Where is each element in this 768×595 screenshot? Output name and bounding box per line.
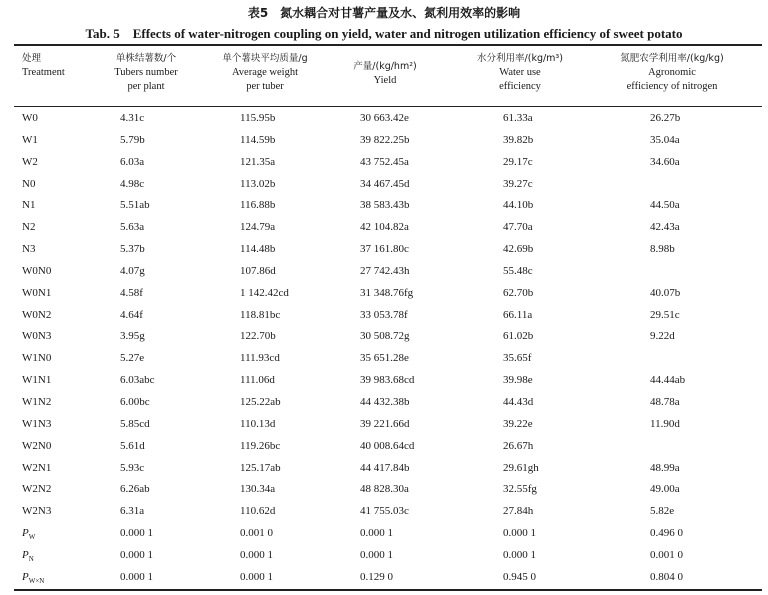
table-row (0, 326, 768, 348)
p-symbol: P (22, 570, 29, 583)
tubers-number-cell: 6.03a (120, 155, 145, 168)
average-weight-cell: 124.79a (240, 221, 276, 234)
p-value-row (0, 523, 768, 545)
yield-cell: 30 663.42e (360, 112, 409, 124)
header-treatment (22, 52, 65, 80)
table-row (0, 305, 768, 327)
water-use-efficiency-cell: 66.11a (503, 308, 533, 321)
water-use-efficiency-cell: 29.17c (503, 155, 533, 168)
treatment-cell: W2N1 (22, 461, 52, 474)
yield-cell: 39 221.66d (360, 417, 410, 430)
average-weight-cell: 118.81bc (240, 308, 281, 321)
agronomic-efficiency-cell: 42.43a (650, 221, 680, 234)
average-weight-cell: 115.95b (240, 112, 276, 124)
p-value-label (22, 549, 34, 563)
yield-cell: 34 467.45d (360, 177, 410, 190)
average-weight-cell: 119.26bc (240, 439, 281, 452)
tubers-number-cell: 5.51ab (120, 199, 150, 212)
header-en: efficiency of nitrogen (626, 81, 718, 92)
water-use-efficiency-cell: 62.70b (503, 286, 534, 299)
header-en: Water use (499, 67, 541, 78)
water-use-efficiency-cell: 39.27c (503, 177, 533, 190)
table-row (0, 261, 768, 283)
agronomic-efficiency-cell: 9.22d (650, 330, 675, 343)
average-weight-cell: 113.02b (240, 177, 276, 190)
water-use-efficiency-cell: 39.98e (503, 374, 533, 387)
header-yield (335, 60, 435, 88)
tubers-number-cell: 5.63a (120, 221, 145, 234)
average-weight-cell: 110.13d (240, 417, 276, 430)
average-weight-cell: 114.59b (240, 133, 276, 146)
tubers-number-cell: 0.000 1 (120, 570, 153, 583)
p-subscript: W×N (28, 576, 45, 585)
header-cn: 单株结薯数/个 (115, 53, 177, 64)
header-cn: 氮肥农学利用率/(kg/kg) (620, 53, 724, 64)
average-weight-cell: 125.17ab (240, 461, 281, 474)
yield-cell: 0.000 1 (360, 527, 393, 540)
table-row (0, 392, 768, 414)
treatment-cell: W1N3 (22, 417, 52, 430)
average-weight-cell: 0.001 0 (240, 527, 273, 540)
tubers-number-cell: 4.31c (120, 112, 145, 124)
treatment-cell: W0N3 (22, 330, 52, 343)
water-use-efficiency-cell: 39.82b (503, 133, 534, 146)
average-weight-cell: 0.000 1 (240, 548, 273, 561)
table-row (0, 458, 768, 480)
water-use-efficiency-cell: 61.33a (503, 112, 533, 124)
yield-cell: 41 755.03c (360, 505, 409, 518)
average-weight-cell: 110.62d (240, 505, 276, 518)
table-row (0, 174, 768, 196)
tubers-number-cell: 4.07g (120, 264, 145, 277)
average-weight-cell: 107.86d (240, 264, 276, 277)
table-row (0, 130, 768, 152)
table-row (0, 195, 768, 217)
p-value-row (0, 567, 768, 589)
yield-cell: 44 417.84b (360, 461, 410, 474)
water-use-efficiency-cell: 0.000 1 (503, 548, 536, 561)
agronomic-efficiency-cell: 49.00a (650, 483, 680, 496)
average-weight-cell: 121.35a (240, 155, 276, 168)
p-value-label (22, 571, 44, 585)
water-use-efficiency-cell: 47.70a (503, 221, 533, 234)
yield-cell: 44 432.38b (360, 395, 410, 408)
table-row (0, 436, 768, 458)
table-row (0, 239, 768, 261)
tubers-number-cell: 4.58f (120, 286, 143, 299)
water-use-efficiency-cell: 44.43d (503, 395, 534, 408)
treatment-cell: W1N2 (22, 395, 52, 408)
average-weight-cell: 111.93cd (240, 352, 280, 365)
yield-cell: 40 008.64cd (360, 439, 415, 452)
average-weight-cell: 116.88b (240, 199, 276, 212)
agronomic-efficiency-cell: 34.60a (650, 155, 680, 168)
treatment-cell: W1 (22, 133, 38, 146)
header-en: Yield (373, 75, 397, 86)
p-subscript: N (28, 555, 34, 564)
treatment-cell: W0N1 (22, 286, 52, 299)
yield-cell: 33 053.78f (360, 308, 408, 321)
yield-cell: 30 508.72g (360, 330, 410, 343)
treatment-cell: W1N1 (22, 374, 52, 387)
treatment-cell: W0 (22, 112, 38, 124)
yield-cell: 0.000 1 (360, 548, 393, 561)
average-weight-cell: 122.70b (240, 330, 276, 343)
yield-cell: 37 161.80c (360, 243, 409, 256)
agronomic-efficiency-cell: 11.90d (650, 417, 680, 430)
water-use-efficiency-cell: 35.65f (503, 352, 532, 365)
table-title-english: Tab. 5 Effects of water-nitrogen coupling on yield, water and nitrogen utilization efficiency of sweet potato (85, 26, 683, 41)
tubers-number-cell: 5.93c (120, 461, 145, 474)
water-use-efficiency-cell: 44.10b (503, 199, 534, 212)
agronomic-efficiency-cell: 0.001 0 (650, 548, 683, 561)
water-use-efficiency-cell: 26.67h (503, 439, 534, 452)
agronomic-efficiency-cell: 40.07b (650, 286, 681, 299)
water-use-efficiency-cell: 55.48c (503, 264, 533, 277)
agronomic-efficiency-cell: 29.51c (650, 308, 680, 321)
water-use-efficiency-cell: 29.61gh (503, 461, 539, 474)
header-en: Tubers number (114, 67, 178, 78)
table-row (0, 501, 768, 523)
treatment-cell: W1N0 (22, 352, 52, 365)
water-use-efficiency-cell: 0.945 0 (503, 570, 536, 583)
water-use-efficiency-cell: 27.84h (503, 505, 534, 518)
tubers-number-cell: 6.03abc (120, 374, 155, 387)
agronomic-efficiency-cell: 5.82e (650, 505, 675, 518)
table-row (0, 283, 768, 305)
header-rule (14, 106, 762, 107)
header-en: efficiency (499, 81, 541, 92)
water-use-efficiency-cell: 42.69b (503, 243, 534, 256)
table-row (0, 108, 768, 130)
header-en: per tuber (246, 81, 284, 92)
header-en: per plant (127, 81, 165, 92)
header-cn: 处理 (22, 53, 42, 64)
treatment-cell: N0 (22, 177, 36, 190)
header-en: Average weight (232, 67, 298, 78)
average-weight-cell: 114.48b (240, 243, 276, 256)
average-weight-cell: 1 142.42cd (240, 286, 289, 299)
agronomic-efficiency-cell: 26.27b (650, 112, 681, 124)
table-row (0, 217, 768, 239)
header-tubers-number (96, 52, 196, 94)
tubers-number-cell: 6.31a (120, 505, 145, 518)
tubers-number-cell: 3.95g (120, 330, 145, 343)
water-use-efficiency-cell: 32.55fg (503, 483, 537, 496)
average-weight-cell: 0.000 1 (240, 570, 273, 583)
tubers-number-cell: 0.000 1 (120, 548, 153, 561)
treatment-cell: W2N2 (22, 483, 52, 496)
yield-cell: 43 752.45a (360, 155, 409, 168)
treatment-cell: N2 (22, 221, 36, 234)
tubers-number-cell: 0.000 1 (120, 527, 153, 540)
header-en: Treatment (22, 67, 65, 78)
yield-cell: 31 348.76fg (360, 286, 414, 299)
table-body (0, 108, 768, 589)
yield-cell: 38 583.43b (360, 199, 410, 212)
p-symbol: P (22, 527, 29, 540)
yield-cell: 27 742.43h (360, 264, 410, 277)
p-value-row (0, 545, 768, 567)
header-average-weight (200, 52, 330, 94)
agronomic-efficiency-cell: 44.44ab (650, 374, 686, 387)
p-value-label (22, 527, 35, 541)
table-row (0, 414, 768, 436)
agronomic-efficiency-cell: 0.804 0 (650, 570, 683, 583)
tubers-number-cell: 6.00bc (120, 395, 150, 408)
header-water-use-efficiency (460, 52, 580, 94)
header-agronomic-efficiency (592, 52, 752, 94)
treatment-cell: W0N2 (22, 308, 52, 321)
tubers-number-cell: 5.61d (120, 439, 145, 452)
average-weight-cell: 125.22ab (240, 395, 281, 408)
tubers-number-cell: 5.37b (120, 243, 145, 256)
tubers-number-cell: 4.64f (120, 308, 143, 321)
average-weight-cell: 111.06d (240, 374, 275, 387)
treatment-cell: N1 (22, 199, 36, 212)
agronomic-efficiency-cell: 0.496 0 (650, 527, 683, 540)
agronomic-efficiency-cell: 8.98b (650, 243, 675, 256)
tubers-number-cell: 5.27e (120, 352, 145, 365)
water-use-efficiency-cell: 39.22e (503, 417, 533, 430)
agronomic-efficiency-cell: 48.78a (650, 395, 680, 408)
p-subscript: W (28, 533, 36, 542)
treatment-cell: W0N0 (22, 264, 52, 277)
tubers-number-cell: 4.98c (120, 177, 145, 190)
treatment-cell: W2 (22, 155, 38, 168)
agronomic-efficiency-cell: 44.50a (650, 199, 680, 212)
header-cn: 单个薯块平均质量/g (222, 53, 308, 64)
header-cn: 水分利用率/(kg/m³) (477, 53, 563, 64)
table-title-chinese: 表5 氮水耦合对甘薯产量及水、氮利用效率的影响 (247, 6, 521, 20)
table-row (0, 152, 768, 174)
agronomic-efficiency-cell: 48.99a (650, 461, 680, 474)
yield-cell: 48 828.30a (360, 483, 409, 496)
table-row (0, 479, 768, 501)
agronomic-efficiency-cell: 35.04a (650, 133, 680, 146)
tubers-number-cell: 5.79b (120, 133, 145, 146)
yield-cell: 0.129 0 (360, 570, 393, 583)
yield-cell: 42 104.82a (360, 221, 409, 234)
header-en: Agronomic (648, 67, 696, 78)
water-use-efficiency-cell: 0.000 1 (503, 527, 536, 540)
yield-cell: 39 822.25b (360, 133, 410, 146)
table-row (0, 348, 768, 370)
tubers-number-cell: 5.85cd (120, 417, 150, 430)
table-row (0, 370, 768, 392)
top-rule (14, 44, 762, 46)
treatment-cell: W2N0 (22, 439, 52, 452)
yield-cell: 35 651.28e (360, 352, 409, 365)
tubers-number-cell: 6.26ab (120, 483, 150, 496)
p-symbol: P (22, 548, 29, 561)
bottom-rule (14, 589, 762, 591)
header-cn: 产量/(kg/hm²) (353, 61, 417, 72)
treatment-cell: W2N3 (22, 505, 52, 518)
average-weight-cell: 130.34a (240, 483, 276, 496)
water-use-efficiency-cell: 61.02b (503, 330, 534, 343)
treatment-cell: N3 (22, 243, 36, 256)
yield-cell: 39 983.68cd (360, 374, 415, 387)
